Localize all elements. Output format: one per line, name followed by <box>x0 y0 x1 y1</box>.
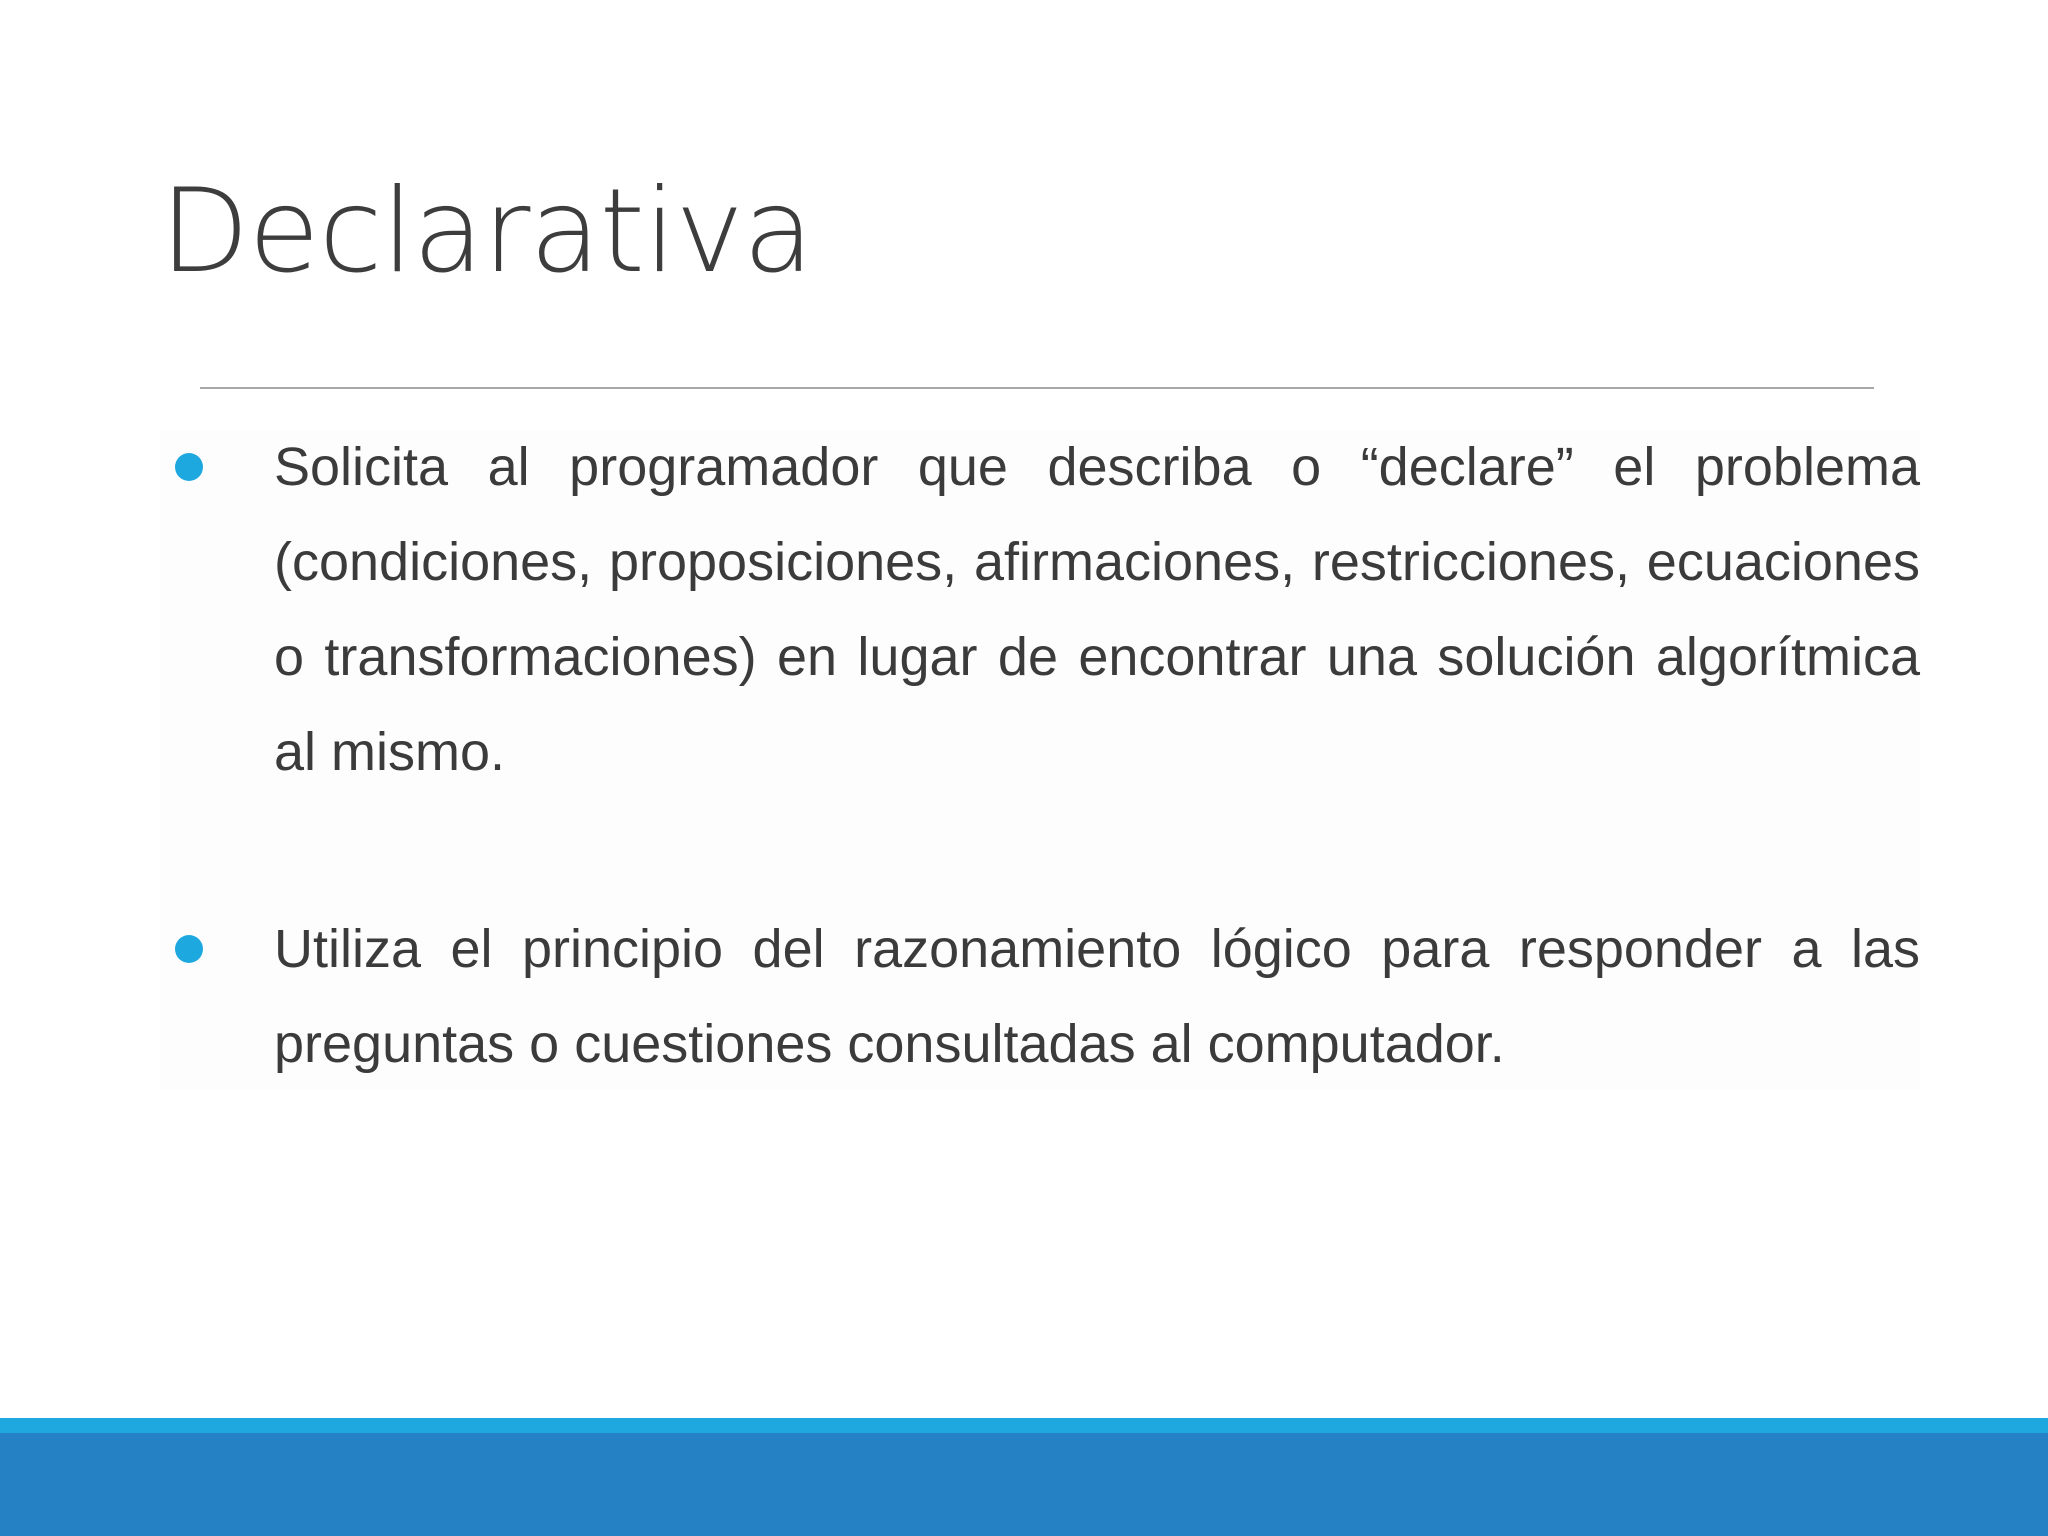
bullet-dot-icon <box>175 453 203 481</box>
footer-band <box>0 1433 2048 1536</box>
bullet-list <box>160 420 1920 1092</box>
footer-accent-band <box>0 1418 2048 1433</box>
bullet-item <box>160 902 1920 1092</box>
bullet-text: Solicita al programador que describa o “declare” el problema (condiciones, proposiciones, afirmaciones, restricciones, ecuaciones o transformaciones) en lugar de encontrar una solución algorítmica al mismo. <box>274 437 1920 782</box>
bullet-dot-icon <box>175 935 203 963</box>
title-divider <box>200 387 1874 389</box>
bullet-item <box>160 420 1920 800</box>
bullet-text: Utiliza el principio del razonamiento lógico para responder a las preguntas o cuestiones consultadas al computador. <box>274 919 1920 1074</box>
slide-title: Declarativa <box>160 164 813 299</box>
